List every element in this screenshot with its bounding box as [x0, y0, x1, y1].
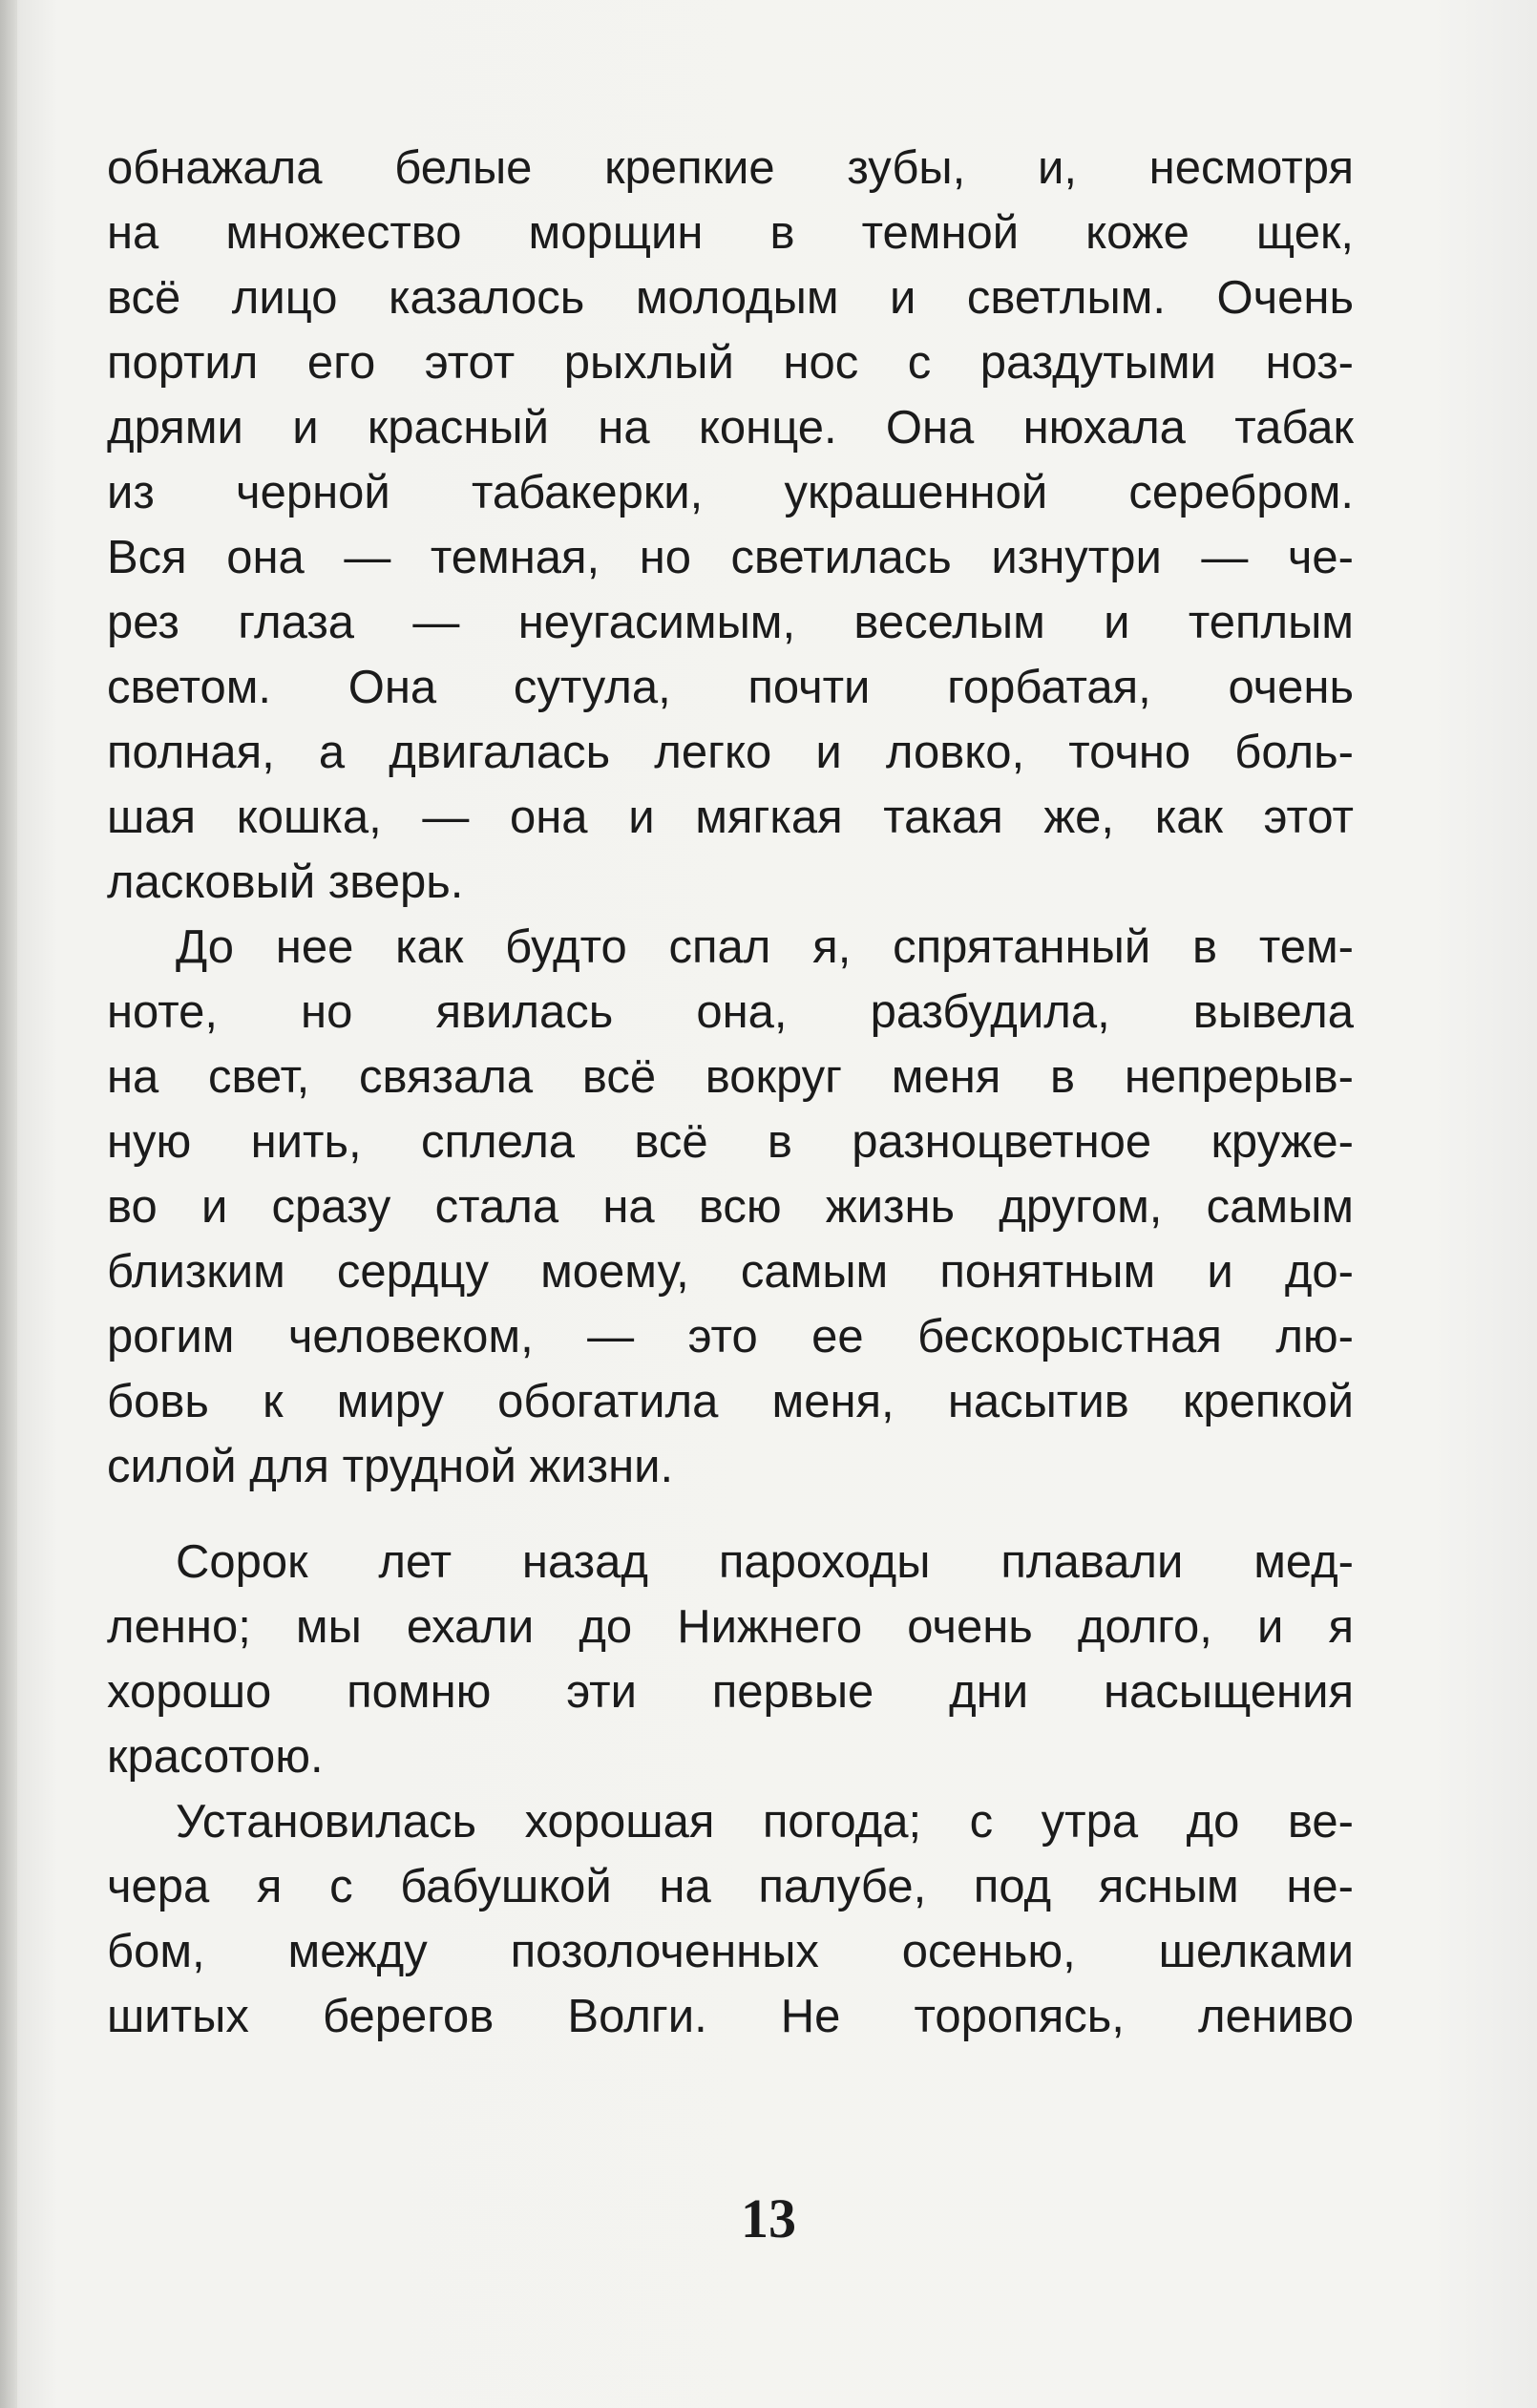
text-line: полная, а двигалась легко и ловко, точно боль-: [107, 727, 1354, 778]
text-line: на множество морщин в темной коже щек,: [107, 207, 1354, 259]
page-number: 13: [741, 2187, 796, 2250]
text-line: шая кошка, — она и мягкая такая же, как этот: [107, 792, 1354, 843]
text-line: всё лицо казалось молодым и светлым. Очень: [107, 272, 1354, 324]
text-line: ноте, но явилась она, разбудила, вывела: [107, 986, 1354, 1038]
text-line: шитых берегов Волги. Не торопясь, лениво: [107, 1991, 1354, 2042]
text-line: Установилась хорошая погода; с утра до ве-: [176, 1796, 1354, 1848]
paragraph-gap: [107, 1499, 1354, 1530]
text-line: рогим человеком, — это ее бескорыстная лю-: [107, 1311, 1354, 1362]
text-line: бовь к миру обогатила меня, насытив крепкой: [107, 1376, 1354, 1427]
text-line: красотою.: [107, 1731, 324, 1783]
text-line: ную нить, сплела всё в разноцветное круже-: [107, 1116, 1354, 1168]
text-line: рез глаза — неугасимым, веселым и теплым: [107, 597, 1354, 648]
text-line: дрями и красный на конце. Она нюхала табак: [107, 402, 1354, 454]
text-line: обнажала белые крепкие зубы, и, несмотря: [107, 142, 1354, 194]
text-line: ласковый зверь.: [107, 856, 464, 908]
text-line: хорошо помню эти первые дни насыщения: [107, 1666, 1354, 1718]
text-line: силой для трудной жизни.: [107, 1441, 674, 1492]
page-binding-edge: [0, 0, 17, 2408]
text-line: во и сразу стала на всю жизнь другом, самым: [107, 1181, 1354, 1233]
text-line: чера я с бабушкой на палубе, под ясным не-: [107, 1861, 1354, 1912]
text-line: светом. Она сутула, почти горбатая, очень: [107, 662, 1354, 713]
paragraph: [107, 1530, 1354, 1789]
paragraph: [107, 136, 1354, 915]
text-line: Вся она — темная, но светилась изнутри — че-: [107, 532, 1354, 583]
paragraph: [107, 1789, 1354, 2049]
text-line: бом, между позолоченных осенью, шелками: [107, 1926, 1354, 1977]
text-line: До нее как будто спал я, спрятанный в тем-: [176, 921, 1354, 973]
body-text: [107, 136, 1354, 2049]
text-line: портил его этот рыхлый нос с раздутыми ноз-: [107, 337, 1354, 389]
text-line: из черной табакерки, украшенной серебром.: [107, 467, 1354, 518]
text-line: ленно; мы ехали до Нижнего очень долго, и я: [107, 1601, 1354, 1653]
paragraph: [107, 915, 1354, 1499]
text-line: Сорок лет назад пароходы плавали мед-: [176, 1536, 1354, 1588]
text-line: близким сердцу моему, самым понятным и до-: [107, 1246, 1354, 1298]
text-line: на свет, связала всё вокруг меня в непрерыв-: [107, 1051, 1354, 1103]
